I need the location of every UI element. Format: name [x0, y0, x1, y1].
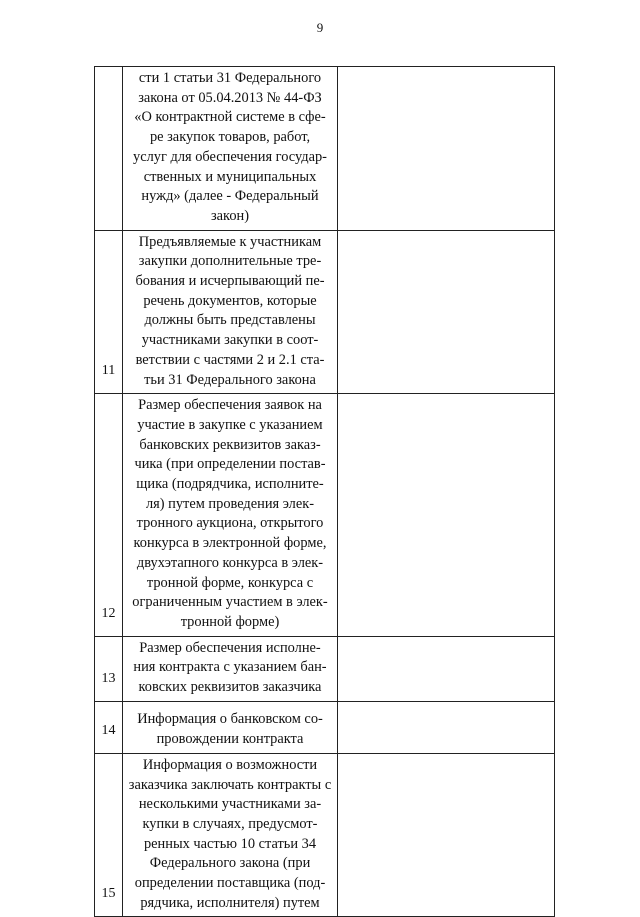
row-number: [95, 67, 123, 231]
row-value: [338, 636, 555, 701]
table-row: [95, 701, 555, 753]
row-number: 15: [95, 753, 123, 917]
table-row: [95, 230, 555, 394]
row-value: [338, 394, 555, 636]
row-value: [338, 230, 555, 394]
table-row: [95, 636, 555, 701]
page-number: 9: [316, 20, 324, 35]
table-row: [95, 67, 555, 231]
row-description: Предъявляемые к участникам закупки дополнительные тре- бования и исчерпывающий пе- речень документов, которые должны быть представлены участниками закупки в соот- ветствии с частями 2 и 2.1 ста- тьи 31 Федерального закона: [123, 230, 338, 394]
row-description: Размер обеспечения заявок на участие в закупке с указанием банковских реквизитов заказ- чика (при определении постав- щика (подрядчика, исполните- ля) путем проведения элек- тронного аукциона, открытого конкурса в электронной форме, двухэтапного конкурса в элек- тронной форме, конкурса с ограниченным участием в элек- тронной форме): [123, 394, 338, 636]
row-description: Информация о банковском со- провождении контракта: [123, 701, 338, 753]
table-row: [95, 394, 555, 636]
requirements-table: [94, 66, 555, 917]
row-value: [338, 753, 555, 917]
row-number: 12: [95, 394, 123, 636]
row-value: [338, 701, 555, 753]
row-description: сти 1 статьи 31 Федерального закона от 05.04.2013 № 44-ФЗ «О контрактной системе в сфе- ре закупок товаров, работ, услуг для обеспечения государ- ственных и муниципальных нужд» (далее - Федеральный закон): [123, 67, 338, 231]
row-description: Информация о возможности заказчика заключать контракты с несколькими участниками за- купки в случаях, предусмот- ренных частью 10 статьи 34 Федерального закона (при определении поставщика (под- рядчика, исполнителя) путем: [123, 753, 338, 917]
row-number: 14: [95, 701, 123, 753]
row-description: Размер обеспечения исполне- ния контракта с указанием бан- ковских реквизитов заказчика: [123, 636, 338, 701]
row-value: [338, 67, 555, 231]
row-number: 13: [95, 636, 123, 701]
row-number: 11: [95, 230, 123, 394]
table-row: [95, 753, 555, 917]
